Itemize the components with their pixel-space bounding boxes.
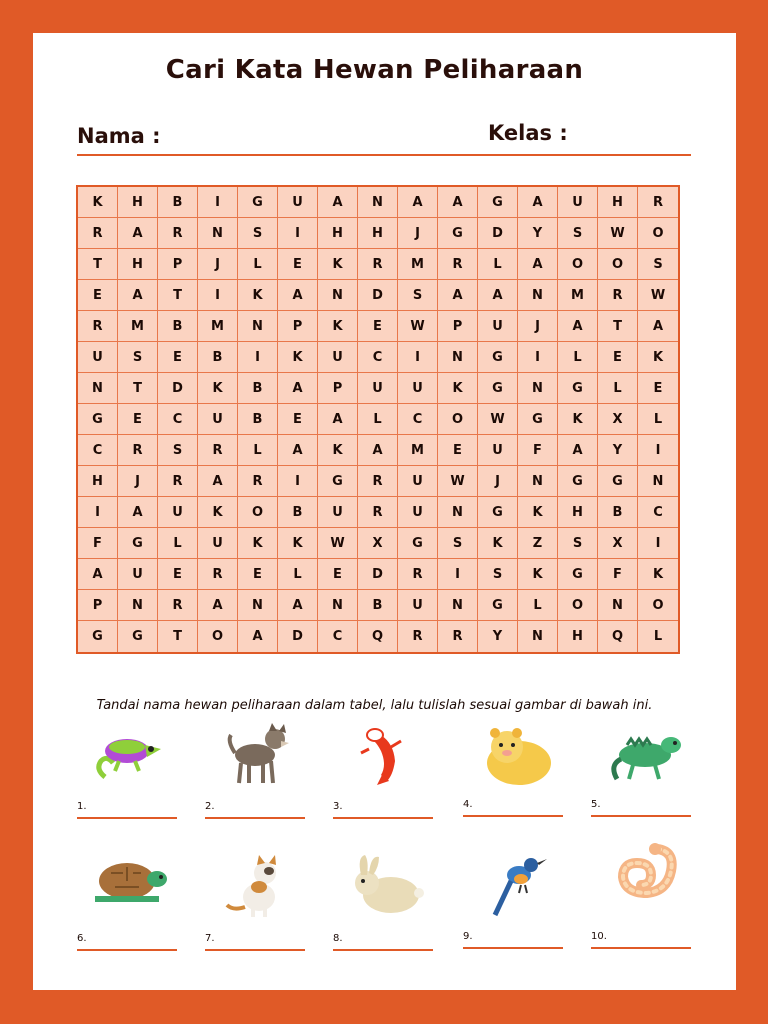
- grid-cell[interactable]: G: [478, 373, 518, 404]
- item-3: [333, 723, 433, 833]
- grid-cell[interactable]: W: [638, 280, 678, 311]
- grid-cell[interactable]: S: [118, 342, 158, 373]
- grid-cell[interactable]: J: [518, 311, 558, 342]
- grid-cell[interactable]: U: [198, 528, 238, 559]
- grid-cell[interactable]: A: [318, 404, 358, 435]
- grid-cell[interactable]: L: [638, 404, 678, 435]
- grid-cell[interactable]: U: [118, 559, 158, 590]
- grid-cell[interactable]: N: [238, 590, 278, 621]
- item-number: 7.: [205, 933, 215, 944]
- grid-cell[interactable]: E: [278, 249, 318, 280]
- item-6: [77, 853, 177, 963]
- grid-cell[interactable]: T: [598, 311, 638, 342]
- grid-cell[interactable]: K: [318, 249, 358, 280]
- snake-icon: [605, 841, 683, 911]
- grid-cell[interactable]: U: [318, 497, 358, 528]
- grid-cell[interactable]: U: [198, 404, 238, 435]
- item-4: [463, 723, 563, 833]
- grid-cell[interactable]: U: [158, 497, 198, 528]
- grid-cell[interactable]: F: [598, 559, 638, 590]
- answer-line[interactable]: [333, 817, 433, 819]
- grid-cell[interactable]: Z: [518, 528, 558, 559]
- grid-cell[interactable]: D: [278, 621, 318, 652]
- grid-cell[interactable]: H: [78, 466, 118, 497]
- grid-cell[interactable]: A: [278, 280, 318, 311]
- grid-cell[interactable]: K: [638, 342, 678, 373]
- grid-cell[interactable]: F: [78, 528, 118, 559]
- grid-cell[interactable]: O: [558, 249, 598, 280]
- grid-cell[interactable]: I: [198, 280, 238, 311]
- grid-cell[interactable]: N: [638, 466, 678, 497]
- grid-cell[interactable]: G: [478, 497, 518, 528]
- grid-cell[interactable]: O: [198, 621, 238, 652]
- grid-cell[interactable]: K: [238, 528, 278, 559]
- iguana-icon: [605, 723, 683, 789]
- grid-cell[interactable]: U: [398, 590, 438, 621]
- item-number: 10.: [591, 931, 607, 942]
- grid-cell[interactable]: A: [518, 249, 558, 280]
- grid-cell[interactable]: L: [598, 373, 638, 404]
- item-1: [77, 723, 177, 833]
- grid-cell[interactable]: K: [198, 497, 238, 528]
- grid-cell[interactable]: S: [158, 435, 198, 466]
- rabbit-icon: [347, 853, 425, 919]
- grid-cell[interactable]: U: [78, 342, 118, 373]
- grid-cell[interactable]: G: [438, 218, 478, 249]
- grid-cell[interactable]: R: [598, 280, 638, 311]
- grid-cell[interactable]: N: [518, 466, 558, 497]
- grid-cell[interactable]: H: [118, 187, 158, 218]
- grid-cell[interactable]: H: [118, 249, 158, 280]
- grid-cell[interactable]: D: [358, 559, 398, 590]
- grid-cell[interactable]: A: [518, 187, 558, 218]
- class-label: Kelas :: [488, 121, 568, 145]
- grid-cell[interactable]: X: [358, 528, 398, 559]
- answer-line[interactable]: [205, 949, 305, 951]
- grid-cell[interactable]: G: [478, 187, 518, 218]
- answer-line[interactable]: [591, 815, 691, 817]
- grid-cell[interactable]: P: [78, 590, 118, 621]
- grid-cell[interactable]: N: [358, 187, 398, 218]
- grid-cell[interactable]: F: [518, 435, 558, 466]
- grid-cell[interactable]: A: [438, 187, 478, 218]
- grid-cell[interactable]: A: [278, 590, 318, 621]
- grid-cell[interactable]: L: [278, 559, 318, 590]
- grid-cell[interactable]: C: [638, 497, 678, 528]
- grid-cell[interactable]: H: [318, 218, 358, 249]
- grid-cell[interactable]: H: [358, 218, 398, 249]
- grid-cell[interactable]: O: [558, 590, 598, 621]
- grid-cell[interactable]: O: [638, 590, 678, 621]
- hamster-icon: [477, 723, 555, 789]
- item-number: 1.: [77, 801, 87, 812]
- grid-cell[interactable]: E: [438, 435, 478, 466]
- grid-cell[interactable]: B: [198, 342, 238, 373]
- item-number: 3.: [333, 801, 343, 812]
- grid-cell[interactable]: A: [118, 497, 158, 528]
- grid-cell[interactable]: A: [238, 621, 278, 652]
- grid-cell[interactable]: G: [118, 621, 158, 652]
- grid-cell[interactable]: G: [318, 466, 358, 497]
- grid-cell[interactable]: I: [278, 218, 318, 249]
- grid-cell[interactable]: Y: [478, 621, 518, 652]
- grid-cell[interactable]: J: [478, 466, 518, 497]
- grid-cell[interactable]: B: [238, 373, 278, 404]
- grid-cell[interactable]: N: [518, 373, 558, 404]
- grid-cell[interactable]: M: [198, 311, 238, 342]
- item-number: 5.: [591, 799, 601, 810]
- word-search-grid: [76, 185, 680, 654]
- grid-cell[interactable]: I: [438, 559, 478, 590]
- grid-cell[interactable]: B: [358, 590, 398, 621]
- grid-cell[interactable]: S: [558, 218, 598, 249]
- grid-cell[interactable]: G: [558, 373, 598, 404]
- grid-cell[interactable]: B: [238, 404, 278, 435]
- worksheet: [33, 33, 736, 990]
- grid-cell[interactable]: G: [478, 590, 518, 621]
- grid-cell[interactable]: A: [318, 187, 358, 218]
- grid-cell[interactable]: E: [638, 373, 678, 404]
- grid-cell[interactable]: S: [438, 528, 478, 559]
- answer-line[interactable]: [463, 815, 563, 817]
- grid-cell[interactable]: E: [318, 559, 358, 590]
- grid-cell[interactable]: O: [598, 249, 638, 280]
- grid-cell[interactable]: E: [118, 404, 158, 435]
- grid-cell[interactable]: N: [598, 590, 638, 621]
- grid-cell[interactable]: C: [78, 435, 118, 466]
- grid-cell[interactable]: L: [478, 249, 518, 280]
- grid-cell[interactable]: E: [598, 342, 638, 373]
- grid-cell[interactable]: G: [598, 466, 638, 497]
- grid-cell[interactable]: N: [318, 590, 358, 621]
- grid-cell[interactable]: R: [438, 249, 478, 280]
- item-8: [333, 853, 433, 963]
- grid-cell[interactable]: A: [118, 280, 158, 311]
- grid-cell[interactable]: N: [518, 280, 558, 311]
- grid-cell[interactable]: G: [558, 559, 598, 590]
- item-number: 2.: [205, 801, 215, 812]
- grid-cell[interactable]: G: [238, 187, 278, 218]
- grid-cell[interactable]: O: [238, 497, 278, 528]
- grid-cell[interactable]: T: [158, 280, 198, 311]
- grid-cell[interactable]: N: [438, 342, 478, 373]
- grid-cell[interactable]: A: [478, 280, 518, 311]
- grid-cell[interactable]: N: [438, 497, 478, 528]
- grid-cell[interactable]: U: [478, 311, 518, 342]
- grid-cell[interactable]: N: [238, 311, 278, 342]
- grid-cell[interactable]: M: [398, 435, 438, 466]
- grid-cell[interactable]: I: [398, 342, 438, 373]
- koi-fish-icon: [347, 723, 425, 789]
- grid-cell[interactable]: W: [318, 528, 358, 559]
- grid-cell[interactable]: A: [638, 311, 678, 342]
- grid-cell[interactable]: C: [158, 404, 198, 435]
- grid-cell[interactable]: R: [358, 466, 398, 497]
- grid-cell[interactable]: W: [438, 466, 478, 497]
- grid-cell[interactable]: H: [598, 187, 638, 218]
- grid-cell[interactable]: R: [158, 218, 198, 249]
- grid-cell[interactable]: K: [438, 373, 478, 404]
- grid-cell[interactable]: A: [118, 218, 158, 249]
- grid-cell[interactable]: T: [158, 621, 198, 652]
- grid-cell[interactable]: K: [318, 311, 358, 342]
- grid-cell[interactable]: I: [638, 435, 678, 466]
- grid-cell[interactable]: Y: [518, 218, 558, 249]
- grid-cell[interactable]: Q: [598, 621, 638, 652]
- grid-cell[interactable]: A: [198, 590, 238, 621]
- item-number: 6.: [77, 933, 87, 944]
- grid-cell[interactable]: P: [318, 373, 358, 404]
- grid-cell[interactable]: L: [238, 435, 278, 466]
- grid-cell[interactable]: N: [438, 590, 478, 621]
- grid-cell[interactable]: L: [238, 249, 278, 280]
- item-9: [463, 853, 563, 963]
- grid-cell[interactable]: K: [278, 528, 318, 559]
- grid-cell[interactable]: K: [638, 559, 678, 590]
- grid-cell[interactable]: J: [118, 466, 158, 497]
- grid-cell[interactable]: R: [398, 559, 438, 590]
- grid-cell[interactable]: D: [478, 218, 518, 249]
- item-7: [205, 853, 305, 963]
- grid-cell[interactable]: K: [558, 404, 598, 435]
- grid-cell[interactable]: B: [158, 311, 198, 342]
- grid-cell[interactable]: K: [78, 187, 118, 218]
- grid-cell[interactable]: T: [118, 373, 158, 404]
- grid-cell[interactable]: G: [478, 342, 518, 373]
- grid-cell[interactable]: A: [78, 559, 118, 590]
- grid-cell[interactable]: U: [398, 373, 438, 404]
- grid-cell[interactable]: I: [638, 528, 678, 559]
- grid-cell[interactable]: U: [318, 342, 358, 373]
- grid-cell[interactable]: A: [438, 280, 478, 311]
- grid-cell[interactable]: S: [558, 528, 598, 559]
- grid-cell[interactable]: E: [358, 311, 398, 342]
- grid-cell[interactable]: G: [398, 528, 438, 559]
- grid-cell[interactable]: L: [558, 342, 598, 373]
- grid-cell[interactable]: K: [198, 373, 238, 404]
- grid-cell[interactable]: N: [198, 218, 238, 249]
- item-number: 4.: [463, 799, 473, 810]
- grid-cell[interactable]: K: [478, 528, 518, 559]
- grid-cell[interactable]: E: [158, 342, 198, 373]
- grid-cell[interactable]: R: [358, 497, 398, 528]
- item-number: 9.: [463, 931, 473, 942]
- answer-line[interactable]: [463, 947, 563, 949]
- grid-cell[interactable]: J: [398, 218, 438, 249]
- grid-cell[interactable]: J: [198, 249, 238, 280]
- grid-cell[interactable]: U: [478, 435, 518, 466]
- chameleon-icon: [91, 723, 169, 789]
- answer-line[interactable]: [205, 817, 305, 819]
- grid-cell[interactable]: C: [358, 342, 398, 373]
- grid-cell[interactable]: N: [518, 621, 558, 652]
- grid-cell[interactable]: X: [598, 404, 638, 435]
- grid-cell[interactable]: X: [598, 528, 638, 559]
- grid-cell[interactable]: H: [558, 621, 598, 652]
- grid-cell[interactable]: I: [278, 466, 318, 497]
- grid-cell[interactable]: M: [558, 280, 598, 311]
- grid-cell[interactable]: R: [158, 466, 198, 497]
- grid-cell[interactable]: K: [278, 342, 318, 373]
- grid-cell[interactable]: U: [358, 373, 398, 404]
- grid-cell[interactable]: N: [118, 590, 158, 621]
- grid-cell[interactable]: R: [198, 559, 238, 590]
- answer-line[interactable]: [77, 949, 177, 951]
- grid-cell[interactable]: P: [158, 249, 198, 280]
- grid-cell[interactable]: O: [638, 218, 678, 249]
- grid-cell[interactable]: Q: [358, 621, 398, 652]
- grid-cell[interactable]: K: [518, 559, 558, 590]
- grid-cell[interactable]: N: [318, 280, 358, 311]
- grid-cell[interactable]: A: [358, 435, 398, 466]
- grid-cell[interactable]: E: [278, 404, 318, 435]
- grid-cell[interactable]: U: [398, 497, 438, 528]
- grid-cell[interactable]: H: [558, 497, 598, 528]
- grid-cell[interactable]: R: [118, 435, 158, 466]
- grid-cell[interactable]: A: [558, 435, 598, 466]
- item-10: [591, 841, 691, 951]
- grid-cell[interactable]: I: [518, 342, 558, 373]
- grid-cell[interactable]: R: [638, 187, 678, 218]
- grid-cell[interactable]: G: [118, 528, 158, 559]
- grid-cell[interactable]: S: [638, 249, 678, 280]
- grid-cell[interactable]: U: [558, 187, 598, 218]
- grid-cell[interactable]: K: [518, 497, 558, 528]
- grid-cell[interactable]: P: [438, 311, 478, 342]
- grid-cell[interactable]: L: [358, 404, 398, 435]
- grid-cell[interactable]: A: [558, 311, 598, 342]
- grid-cell[interactable]: B: [598, 497, 638, 528]
- grid-cell[interactable]: T: [78, 249, 118, 280]
- grid-cell[interactable]: M: [398, 249, 438, 280]
- grid-cell[interactable]: S: [478, 559, 518, 590]
- turtle-icon: [91, 853, 169, 919]
- grid-cell[interactable]: C: [318, 621, 358, 652]
- grid-cell[interactable]: R: [158, 590, 198, 621]
- grid-cell[interactable]: Y: [598, 435, 638, 466]
- grid-cell[interactable]: R: [358, 249, 398, 280]
- grid-cell[interactable]: R: [398, 621, 438, 652]
- grid-cell[interactable]: A: [278, 373, 318, 404]
- grid-cell[interactable]: G: [518, 404, 558, 435]
- grid-cell[interactable]: R: [438, 621, 478, 652]
- grid-cell[interactable]: A: [278, 435, 318, 466]
- grid-cell[interactable]: U: [398, 466, 438, 497]
- grid-cell[interactable]: G: [78, 404, 118, 435]
- grid-cell[interactable]: O: [438, 404, 478, 435]
- grid-cell[interactable]: L: [158, 528, 198, 559]
- grid-cell[interactable]: A: [198, 466, 238, 497]
- grid-cell[interactable]: I: [238, 342, 278, 373]
- name-label: Nama :: [77, 124, 161, 148]
- grid-cell[interactable]: R: [78, 218, 118, 249]
- dog-icon: [219, 723, 297, 789]
- grid-cell[interactable]: W: [598, 218, 638, 249]
- grid-cell[interactable]: N: [78, 373, 118, 404]
- grid-cell[interactable]: L: [518, 590, 558, 621]
- grid-cell[interactable]: D: [158, 373, 198, 404]
- grid-cell[interactable]: W: [478, 404, 518, 435]
- grid-cell[interactable]: U: [278, 187, 318, 218]
- grid-cell[interactable]: I: [198, 187, 238, 218]
- grid-cell[interactable]: M: [118, 311, 158, 342]
- grid-cell[interactable]: R: [198, 435, 238, 466]
- cat-icon: [219, 853, 297, 919]
- grid-cell[interactable]: G: [558, 466, 598, 497]
- grid-cell[interactable]: L: [653, 629, 663, 644]
- grid-cell[interactable]: E: [238, 559, 278, 590]
- grid-cell[interactable]: S: [238, 218, 278, 249]
- name-write-line[interactable]: [77, 154, 691, 156]
- grid-cell[interactable]: B: [158, 187, 198, 218]
- answer-line[interactable]: [591, 947, 691, 949]
- grid-cell[interactable]: S: [398, 280, 438, 311]
- bird-icon: [477, 853, 555, 919]
- grid-cell[interactable]: K: [318, 435, 358, 466]
- grid-cell[interactable]: C: [398, 404, 438, 435]
- grid-cell[interactable]: E: [158, 559, 198, 590]
- item-2: [205, 723, 305, 833]
- grid-cell[interactable]: I: [78, 497, 118, 528]
- answer-line[interactable]: [77, 817, 177, 819]
- grid-cell[interactable]: D: [358, 280, 398, 311]
- answer-line[interactable]: [333, 949, 433, 951]
- instruction-text: Tandai nama hewan peliharaan dalam tabel, lalu tulislah sesuai gambar di bawah ini.: [96, 698, 653, 713]
- worksheet-title: Cari Kata Hewan Peliharaan: [165, 55, 584, 85]
- grid-cell[interactable]: G: [78, 621, 118, 652]
- grid-cell[interactable]: K: [238, 280, 278, 311]
- item-5: [591, 723, 691, 833]
- item-number: 8.: [333, 933, 343, 944]
- grid-cell[interactable]: B: [278, 497, 318, 528]
- grid-cell[interactable]: P: [278, 311, 318, 342]
- grid-cell[interactable]: R: [78, 311, 118, 342]
- grid-cell[interactable]: E: [78, 280, 118, 311]
- grid-cell[interactable]: R: [238, 466, 278, 497]
- grid-cell[interactable]: W: [398, 311, 438, 342]
- grid-cell[interactable]: A: [398, 187, 438, 218]
